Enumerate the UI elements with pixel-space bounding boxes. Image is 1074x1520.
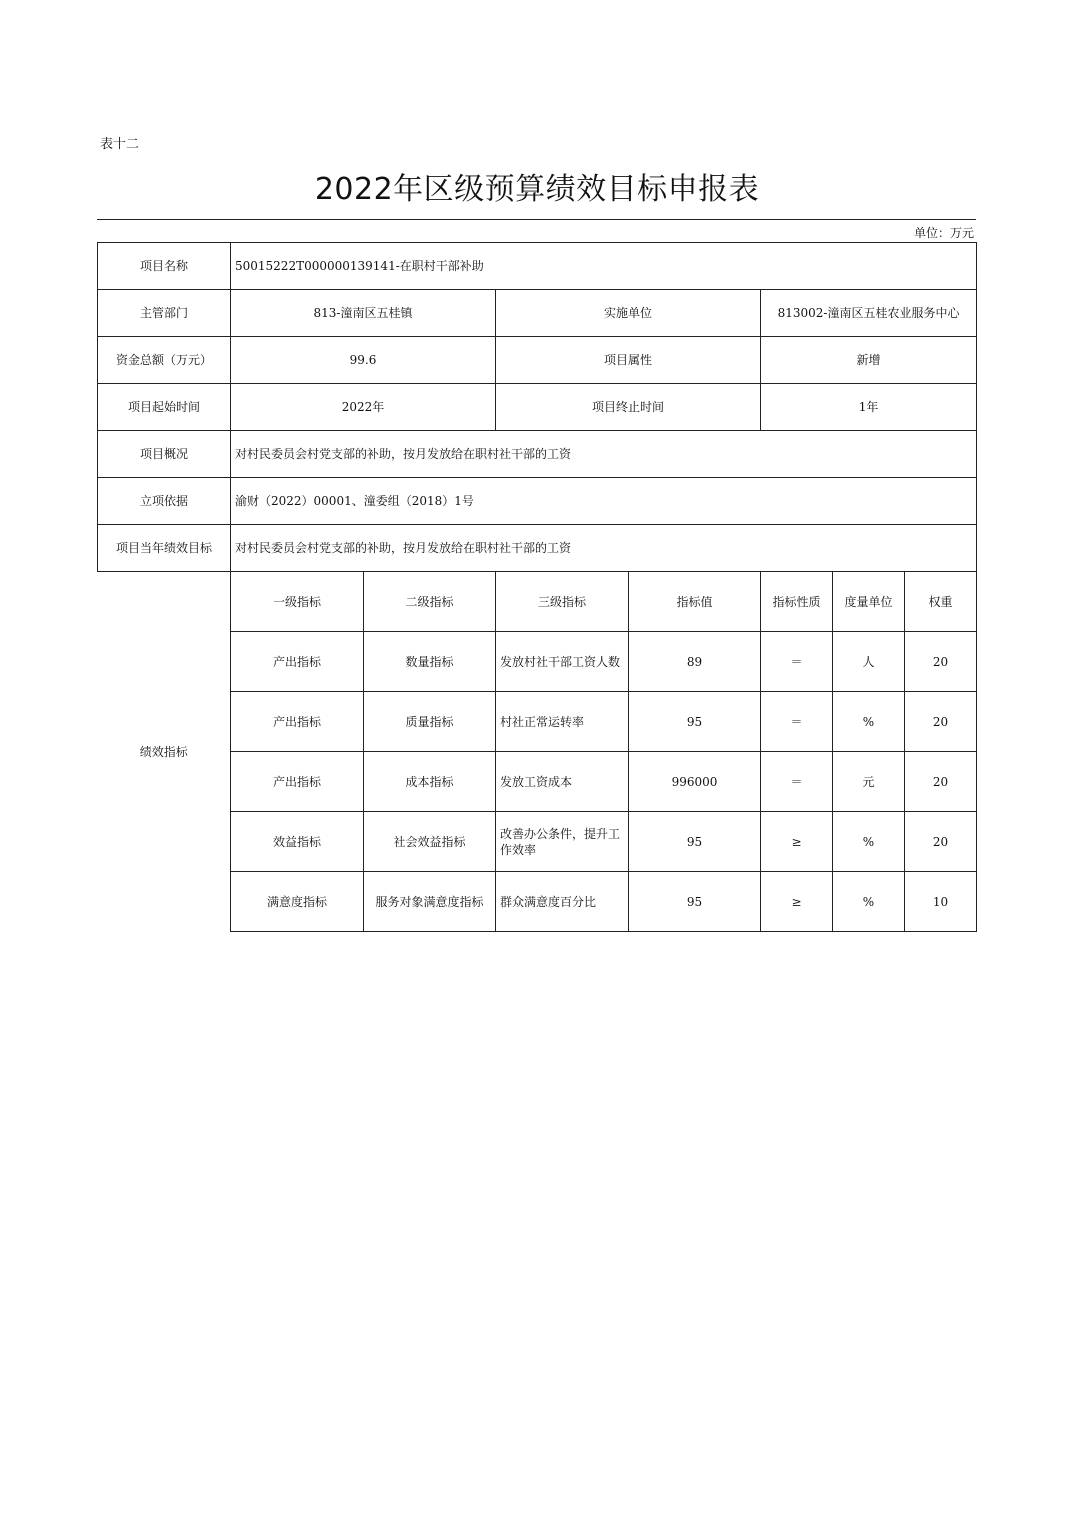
level1-cell: 产出指标	[231, 632, 364, 692]
perf-header-level3: 三级指标	[496, 572, 629, 632]
value-cell: 95	[629, 872, 761, 932]
unit-cell: 人	[833, 632, 905, 692]
level3-cell: 改善办公条件，提升工作效率	[496, 812, 629, 872]
nature-cell: ≥	[761, 812, 833, 872]
level1-cell: 产出指标	[231, 692, 364, 752]
perf-header-level2: 二级指标	[364, 572, 496, 632]
page-title: 2022年区级预算绩效目标申报表	[314, 172, 760, 207]
perf-header-row	[98, 572, 977, 632]
row-department	[98, 290, 977, 337]
basis-value: 渝财（2022）00001、潼委组（2018）1号	[231, 478, 977, 525]
unit-cell: %	[833, 692, 905, 752]
weight-cell: 20	[905, 692, 977, 752]
row-basis	[98, 478, 977, 525]
title-divider	[97, 219, 976, 220]
dept-label: 主管部门	[98, 290, 231, 337]
weight-cell: 20	[905, 752, 977, 812]
fund-label: 资金总额（万元）	[98, 337, 231, 384]
nature-cell: ＝	[761, 632, 833, 692]
attr-label: 项目属性	[496, 337, 761, 384]
row-overview	[98, 431, 977, 478]
end-label: 项目终止时间	[496, 384, 761, 431]
fund-value: 99.6	[231, 337, 496, 384]
start-label: 项目起始时间	[98, 384, 231, 431]
level3-cell: 发放工资成本	[496, 752, 629, 812]
level2-cell: 质量指标	[364, 692, 496, 752]
perf-header-unit: 度量单位	[833, 572, 905, 632]
project-name-label: 项目名称	[98, 243, 231, 290]
level2-cell: 成本指标	[364, 752, 496, 812]
perf-header-weight: 权重	[905, 572, 977, 632]
value-cell: 89	[629, 632, 761, 692]
table-number: 表十二	[100, 137, 140, 152]
start-value: 2022年	[231, 384, 496, 431]
value-cell: 996000	[629, 752, 761, 812]
row-project-name	[98, 243, 977, 290]
row-period	[98, 384, 977, 431]
level1-cell: 效益指标	[231, 812, 364, 872]
overview-value: 对村民委员会村党支部的补助，按月发放给在职村社干部的工资	[231, 431, 977, 478]
level1-cell: 满意度指标	[231, 872, 364, 932]
perf-section-label: 绩效指标	[98, 572, 231, 932]
unit-note: 单位：万元	[913, 226, 974, 240]
dept-value: 813-潼南区五桂镇	[231, 290, 496, 337]
performance-target-table	[97, 242, 977, 932]
level2-cell: 数量指标	[364, 632, 496, 692]
row-fund	[98, 337, 977, 384]
perf-header-level1: 一级指标	[231, 572, 364, 632]
overview-label: 项目概况	[98, 431, 231, 478]
nature-cell: ＝	[761, 752, 833, 812]
unit-cell: 元	[833, 752, 905, 812]
goal-label: 项目当年绩效目标	[98, 525, 231, 572]
unit-cell: %	[833, 872, 905, 932]
perf-header-nature: 指标性质	[761, 572, 833, 632]
level3-cell: 群众满意度百分比	[496, 872, 629, 932]
level3-cell: 村社正常运转率	[496, 692, 629, 752]
impl-label: 实施单位	[496, 290, 761, 337]
nature-cell: ＝	[761, 692, 833, 752]
unit-cell: %	[833, 812, 905, 872]
value-cell: 95	[629, 692, 761, 752]
basis-label: 立项依据	[98, 478, 231, 525]
level3-cell: 发放村社干部工资人数	[496, 632, 629, 692]
goal-value: 对村民委员会村党支部的补助，按月发放给在职村社干部的工资	[231, 525, 977, 572]
row-goal	[98, 525, 977, 572]
weight-cell: 20	[905, 632, 977, 692]
value-cell: 95	[629, 812, 761, 872]
attr-value: 新增	[761, 337, 977, 384]
level1-cell: 产出指标	[231, 752, 364, 812]
level2-cell: 社会效益指标	[364, 812, 496, 872]
perf-header-value: 指标值	[629, 572, 761, 632]
weight-cell: 20	[905, 812, 977, 872]
level2-cell: 服务对象满意度指标	[364, 872, 496, 932]
impl-value: 813002-潼南区五桂农业服务中心	[761, 290, 977, 337]
weight-cell: 10	[905, 872, 977, 932]
project-name-value: 50015222T000000139141-在职村干部补助	[231, 243, 977, 290]
nature-cell: ≥	[761, 872, 833, 932]
end-value: 1年	[761, 384, 977, 431]
